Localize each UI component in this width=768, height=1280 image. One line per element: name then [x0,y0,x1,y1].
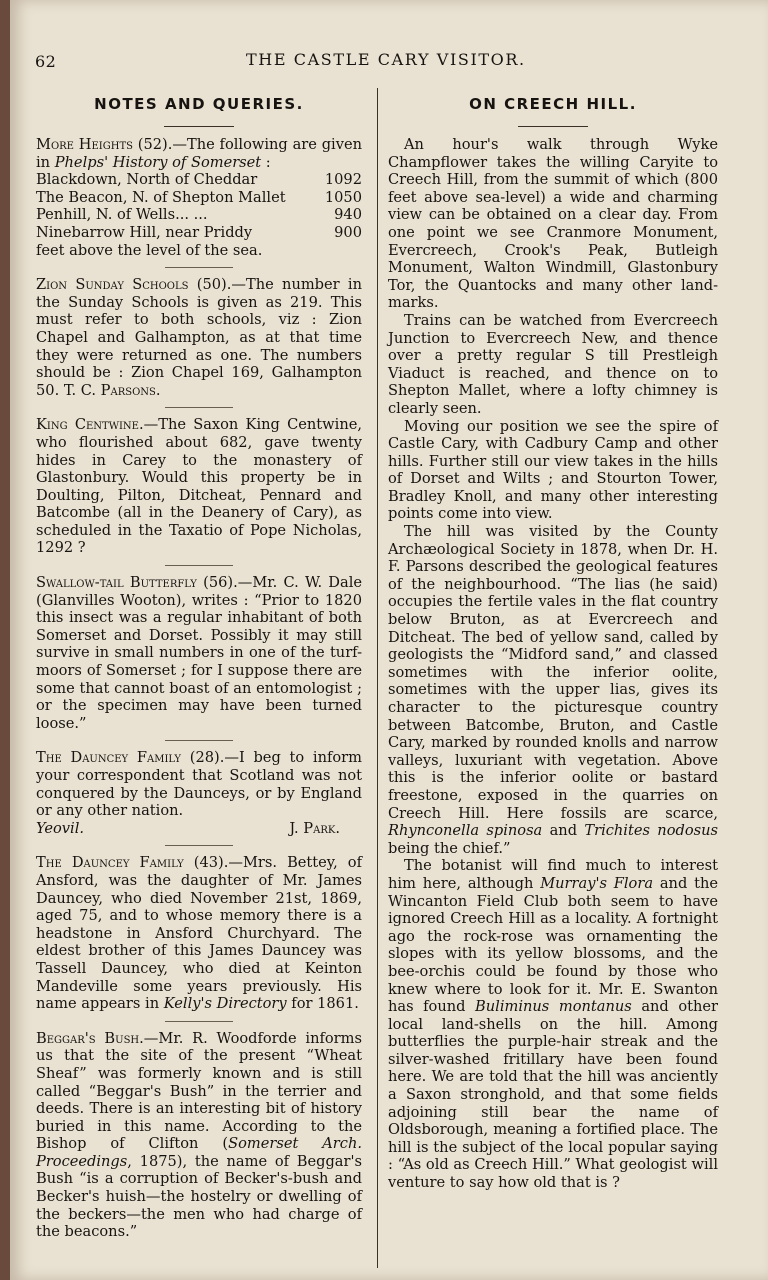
book-title: Murray's Flora [540,874,654,892]
paragraph: An hour's walk through Wyke Champflower takes the willing Caryite to Creech Hill, from the summit of which (800 feet above sea-level) a wide and charming view can be obtained on a clear day. From one point we see Cranmore Monument, Evercreech, Crook's Peak, Butleigh Monument, Walton Windmill, Glastonbury Tor, the Quantocks and many other land-marks. [388,136,718,312]
height-row: The Beacon, N. of Shepton Mallet 1050 [36,188,362,206]
book-title: Kelly's Directory [163,995,287,1013]
paragraph: Moving our position we see the spire of Castle Cary, with Cadbury Camp and other hills. Further still our view takes in the hills of Dorset and Wilts ; and Stourton Tower, Bradley Knoll, and many other interesting points come into view. [388,417,718,523]
book-title: Phelps' History of Somerset [54,153,262,171]
height-row: Blackdown, North of Cheddar 1092 [36,171,362,189]
note-separator [165,565,233,566]
page [10,0,768,1280]
title-rule [518,126,588,127]
signature: J. Park. [289,819,340,837]
paragraph: The hill was visited by the County Archæological Society in 1878, when Dr. H. F. Parsons described the geological features of the neighbourhood. “The lias (he said) occupies the fertile vales in the flat country below Bruton, as at Evercreech and Ditcheat. The bed of yellow sand, called by geologists the “Midford sand,” and classed sometimes with the inferior oolite, sometimes with the upper lias, gives its character to the picturesque country between Batcombe, Bruton, and Castle Cary, marked by rounded knolls and narrow valleys, luxuriant with vegetation. Above this is the inferior oolite or bastard freestone, exposed in the quarries on Creech Hill. Here fossils are scarce, Rhynconella spinosa and Trichites nodosus being the chief.” [388,523,718,857]
page-header [10,44,768,74]
note-more-heights: More Heights (52).—The following are given in Phelps' History of Somerset : Blackdown, North of Cheddar 1092 The Beacon, N. of Shepton Mallet 1050 Penhill, N. of Wells... ... 940 Ninebarrow Hill, near Priddy 900 feet above the level of the sea. [36,136,362,259]
note-heading: More Heights [36,136,133,153]
column-title: ON CREECH HILL. [469,95,637,113]
species-name: Trichites nodosus [584,822,718,840]
creech-hill-column [388,92,718,1192]
note-heading: Swallow-tail Butterfly [36,574,197,592]
note-heading: King Centwine. [36,416,144,434]
column-title: NOTES AND QUERIES. [94,95,304,113]
note-dauncey-family-28: The Dauncey Family (28).—I beg to inform your correspondent that Scotland was not conquered by the Daunceys, or by England or any other nation. Yeovil. J. Park. [36,749,362,837]
height-row: Penhill, N. of Wells... ... 940 [36,206,362,224]
note-separator [165,407,233,408]
page-number: 62 [35,52,57,71]
note-zion-sunday-schools: Zion Sunday Schools (50).—The number in the Sunday Schools is given as 219. This must refer to both schools, viz : Zion Chapel and Galhampton, as at that time they were returned as one. The numbers should be : Zion Chapel 169, Galhampton 50. T. C. Parsons. [36,276,362,399]
title-rule [164,126,234,127]
note-dauncey-family-43: The Dauncey Family (43).—Mrs. Bettey, of Ansford, was the daughter of Mr. James Dauncey, who died November 21st, 1869, aged 75, and to whose memory there is a headstone in Ansford Churchyard. The eldest brother of this James Dauncey was Tassell Dauncey, who died at Keinton Mandeville some years previously. His name appears in Kelly's Directory for 1861. [36,854,362,1013]
note-heading: The Dauncey Family [36,854,184,872]
paragraph: The botanist will find much to interest him here, although Murray's Flora and the Wincanton Field Club both seem to have ignored Creech Hill as a locality. A fortnight ago the rock-rose was ornamenting the slopes with its yellow blossoms, and the bee-orchis could be found by those who knew where to look for it. Mr. E. Swanton has found Buliminus montanus and other local land-shells on the hill. Among butterflies the purple-hair streak and the silver-washed fritillary have been found here. We are told that the hill was anciently a Saxon stronghold, and that some fields adjoining still bear the name of Oldsborough, meaning a fortified place. The hill is the subject of the local popular saying : “As old as Creech Hill.” What geologist will venture to say how old that is ? [388,857,719,1192]
book-title: Somerset Arch. Proceedings [36,1135,362,1170]
running-title: THE CASTLE CARY VISITOR. [246,50,526,69]
note-separator [165,267,233,268]
column-divider [377,88,378,1268]
note-separator [165,1021,233,1022]
signature: T. C. Parsons. [63,381,161,399]
height-row: Ninebarrow Hill, near Priddy 900 [36,223,362,241]
note-heading: Beggar's Bush. [36,1029,144,1047]
note-beggars-bush: Beggar's Bush.—Mr. R. Woodforde informs us that the site of the present “Wheat Sheaf” was formerly known and is still called “Beggar's Bush” in the terrier and deeds. There is an interesting bit of history buried in this name. According to the Bishop of Clifton (Somerset Arch. Proceedings, 1875), the name of Beggar's Bush “is a corruption of Becker's-bush and Becker's huish—the hostelry or dwelling of the beckers—the men who had charge of the beacons.” [36,1029,362,1241]
note-king-centwine: King Centwine.—The Saxon King Centwine, who flourished about 682, gave twenty hides in Carey to the monastery of Glastonbury. Would this property be in Doulting, Pilton, Ditcheat, Pennard and Batcombe (all in the Deanery of Cary), as scheduled in the Taxatio of Pope Nicholas, 1292 ? [36,416,362,557]
note-heading: The Dauncey Family [36,749,182,767]
species-name: Buliminus montanus [475,998,632,1016]
note-heading: Zion Sunday Schools [36,276,189,294]
notes-and-queries-column [36,92,362,1241]
note-separator [165,740,233,741]
signature-line: Yeovil. J. Park. [36,820,362,838]
note-swallow-tail-butterfly: Swallow-tail Butterfly (56).—Mr. C. W. Dale (Glanvilles Wooton), writes : “Prior to 1820 this insect was a regular inhabitant of both Somerset and Dorset. Possibly it may still survive in small numbers in one of the turf-moors of Somerset ; for I suppose there are some that cannot boast of an entomologist ; or the specimen may have been turned loose.” [36,574,363,732]
paragraph: Trains can be watched from Evercreech Junction to Evercreech New, and thence over a pretty regular S till Prestleigh Viaduct is reached, and thence on to Shepton Mallet, where a lofty chimney is clearly seen. [388,311,718,417]
note-separator [165,845,233,846]
species-name: Rhynconella spinosa [388,822,543,840]
